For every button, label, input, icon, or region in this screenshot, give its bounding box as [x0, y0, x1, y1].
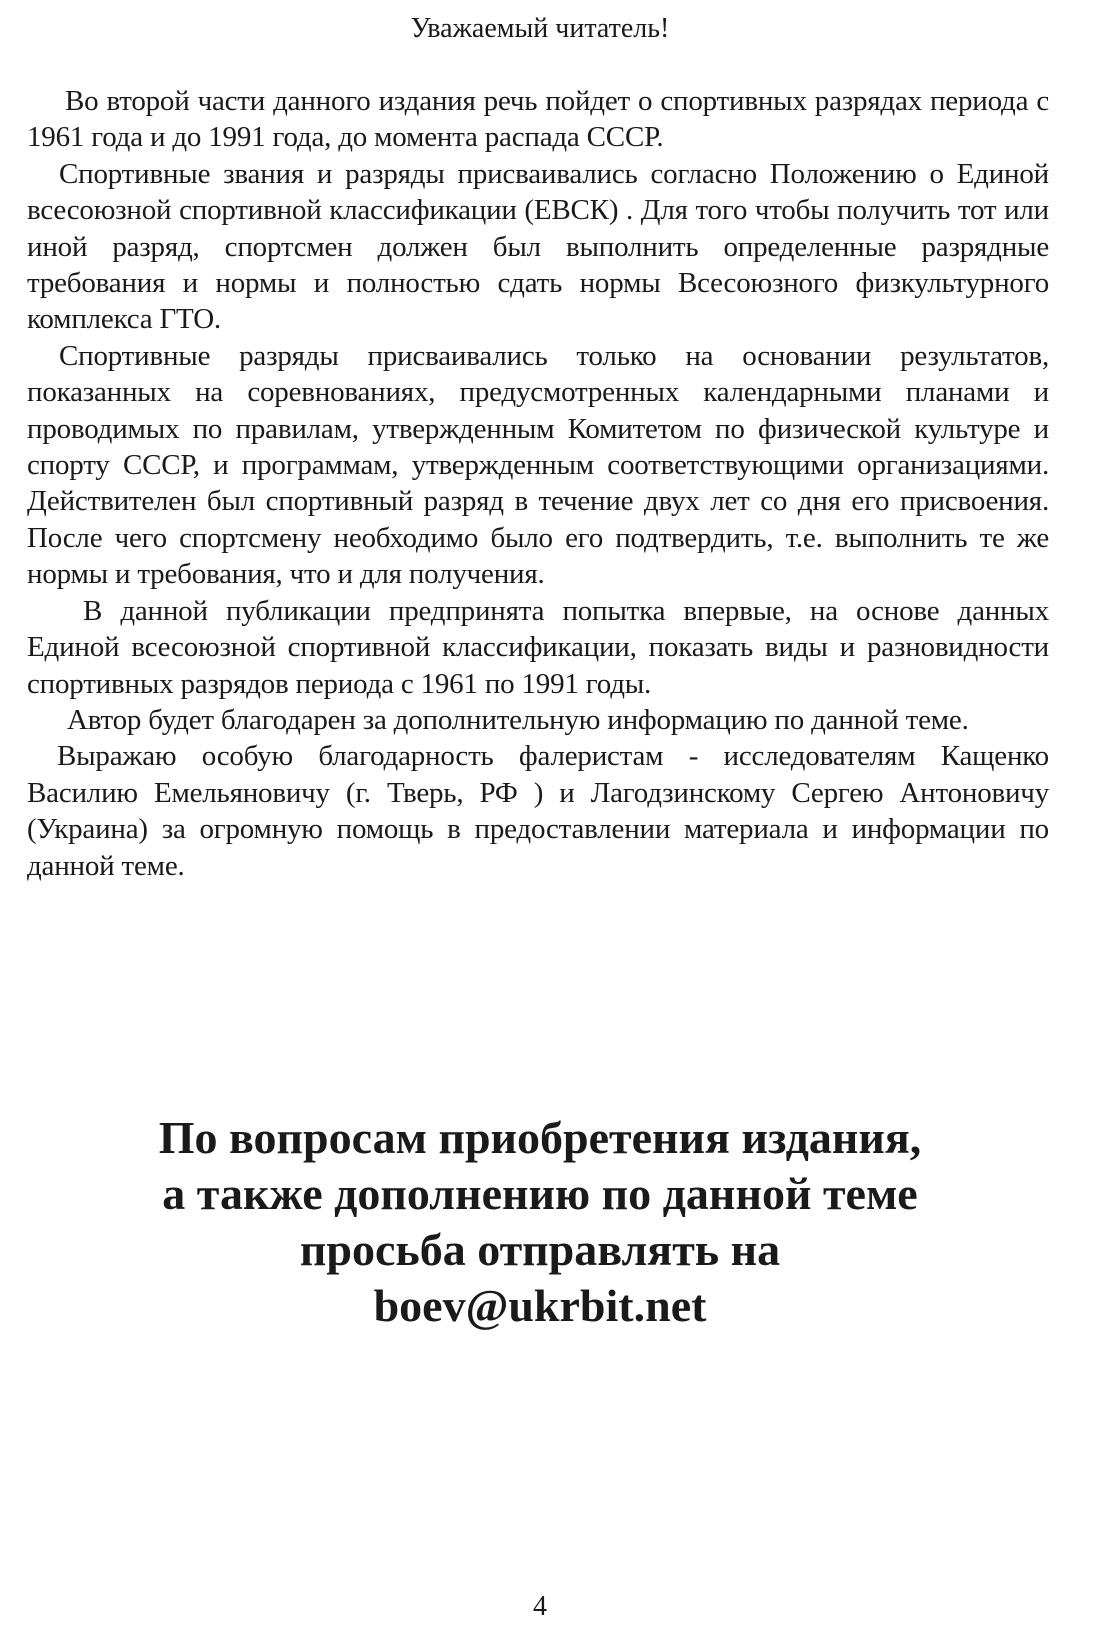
contact-line-2: а также дополнению по данной теме: [162, 1168, 918, 1219]
body-text: [27, 83, 1049, 884]
paragraph-assignment-rules: Спортивные разряды присваивались только на основании результатов, показанных на соревнованиях, предусмотренных календарными планами и проводимых по правилам, утвержденным Комитетом по физической культуре и спорту СССР, и программам, утвержденным соответствующими организациями. Действителен был спортивный разряд в течение двух лет со дня его присвоения. После чего спортсмену необходимо было его подтвердить, т.е. выполнить те же нормы и требования, что и для получения.: [27, 339, 1049, 591]
contact-email: boev@ukrbit.net: [373, 1280, 707, 1331]
paragraph-classification: Спортивные звания и разряды присваивались согласно Положению о Единой всесоюзной спортивной классификации (ЕВСК) . Для того чтобы получить тот или иной разряд, спортсмен должен был выполнить определенные разрядные требования и нормы и полностью сдать нормы Всесоюзного физкультурного комплекса ГТО.: [27, 157, 1049, 336]
contact-line-1: По вопросам приобретения издания,: [158, 1112, 922, 1163]
contact-block: [0, 1110, 1080, 1334]
paragraph-publication-goal: В данной публикации предпринята попытка впервые, на основе данных Единой всесоюзной спортивной классификации, показать виды и разновидности спортивных разрядов периода с 1961 по 1991 годы.: [27, 594, 1049, 700]
paragraph-intro: Во второй части данного издания речь пойдет о спортивных разрядах периода с 1961 года и до 1991 года, до момента распада СССР.: [27, 85, 1049, 154]
greeting-heading: Уважаемый читатель!: [410, 13, 670, 44]
page-number: 4: [533, 1591, 547, 1622]
paragraph-acknowledgement: Выражаю особую благодарность фалеристам - исследователям Кащенко Василию Емельяновичу (г. Тверь, РФ ) и Лагодзинскому Сергею Антоновичу (Украина) за огромную помощь в предоставлении материала и информации по данной теме.: [27, 740, 1049, 882]
paragraph-author-request: Автор будет благодарен за дополнительную информацию по данной теме.: [67, 703, 969, 736]
contact-line-3: просьба отправлять на: [299, 1224, 781, 1275]
